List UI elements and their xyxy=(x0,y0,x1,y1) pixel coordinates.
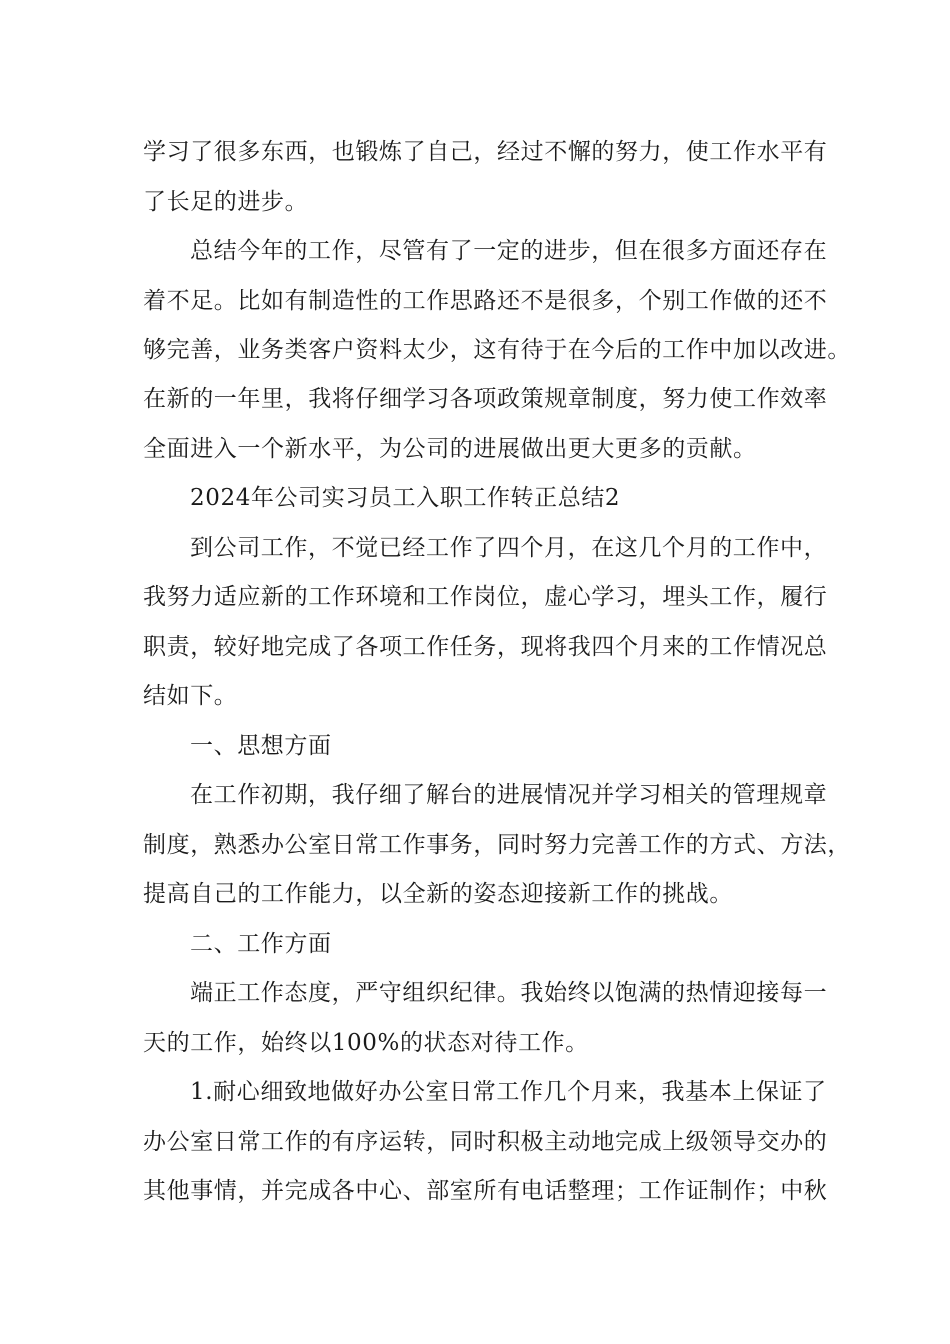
body-text-line: 总结今年的工作，尽管有了一定的进步，但在很多方面还存在 xyxy=(190,238,828,264)
body-text-line: 结如下。 xyxy=(143,683,238,709)
body-text-line: 在工作初期，我仔细了解台的进展情况并学习相关的管理规章 xyxy=(190,782,828,808)
section-heading: 2024年公司实习员工入职工作转正总结2 xyxy=(190,485,621,511)
body-text-line: 1.耐心细致地做好办公室日常工作几个月来，我基本上保证了 xyxy=(190,1079,827,1105)
body-text-line: 制度，熟悉办公室日常工作事务，同时努力完善工作的方式、方法， xyxy=(143,832,851,858)
body-text-line: 职责，较好地完成了各项工作任务，现将我四个月来的工作情况总 xyxy=(143,634,828,660)
body-text-line: 其他事情，并完成各中心、部室所有电话整理；工作证制作；中秋 xyxy=(143,1178,828,1204)
body-text-line: 全面进入一个新水平，为公司的进展做出更大更多的贡献。 xyxy=(143,436,757,462)
body-text-line: 学习了很多东西，也锻炼了自己，经过不懈的努力，使工作水平有 xyxy=(143,139,828,165)
body-text-line: 办公室日常工作的有序运转，同时积极主动地完成上级领导交办的 xyxy=(143,1129,828,1155)
body-text-line: 我努力适应新的工作环境和工作岗位，虚心学习，埋头工作，履行 xyxy=(143,584,828,610)
body-text-line: 天的工作，始终以100%的状态对待工作。 xyxy=(143,1030,589,1056)
subsection-heading: 一、思想方面 xyxy=(190,733,332,759)
subsection-heading: 二、工作方面 xyxy=(190,931,332,957)
body-text-line: 了长足的进步。 xyxy=(143,189,309,215)
body-text-line: 到公司工作，不觉已经工作了四个月，在这几个月的工作中， xyxy=(190,535,828,561)
body-text-line: 提高自己的工作能力，以全新的姿态迎接新工作的挑战。 xyxy=(143,881,733,907)
body-text-line: 着不足。比如有制造性的工作思路还不是很多，个别工作做的还不 xyxy=(143,288,828,314)
body-text-line: 在新的一年里，我将仔细学习各项政策规章制度，努力使工作效率 xyxy=(143,386,828,412)
body-text-line: 够完善，业务类客户资料太少，这有待于在今后的工作中加以改进。 xyxy=(143,337,851,363)
body-text-line: 端正工作态度，严守组织纪律。我始终以饱满的热情迎接每一 xyxy=(190,980,828,1006)
